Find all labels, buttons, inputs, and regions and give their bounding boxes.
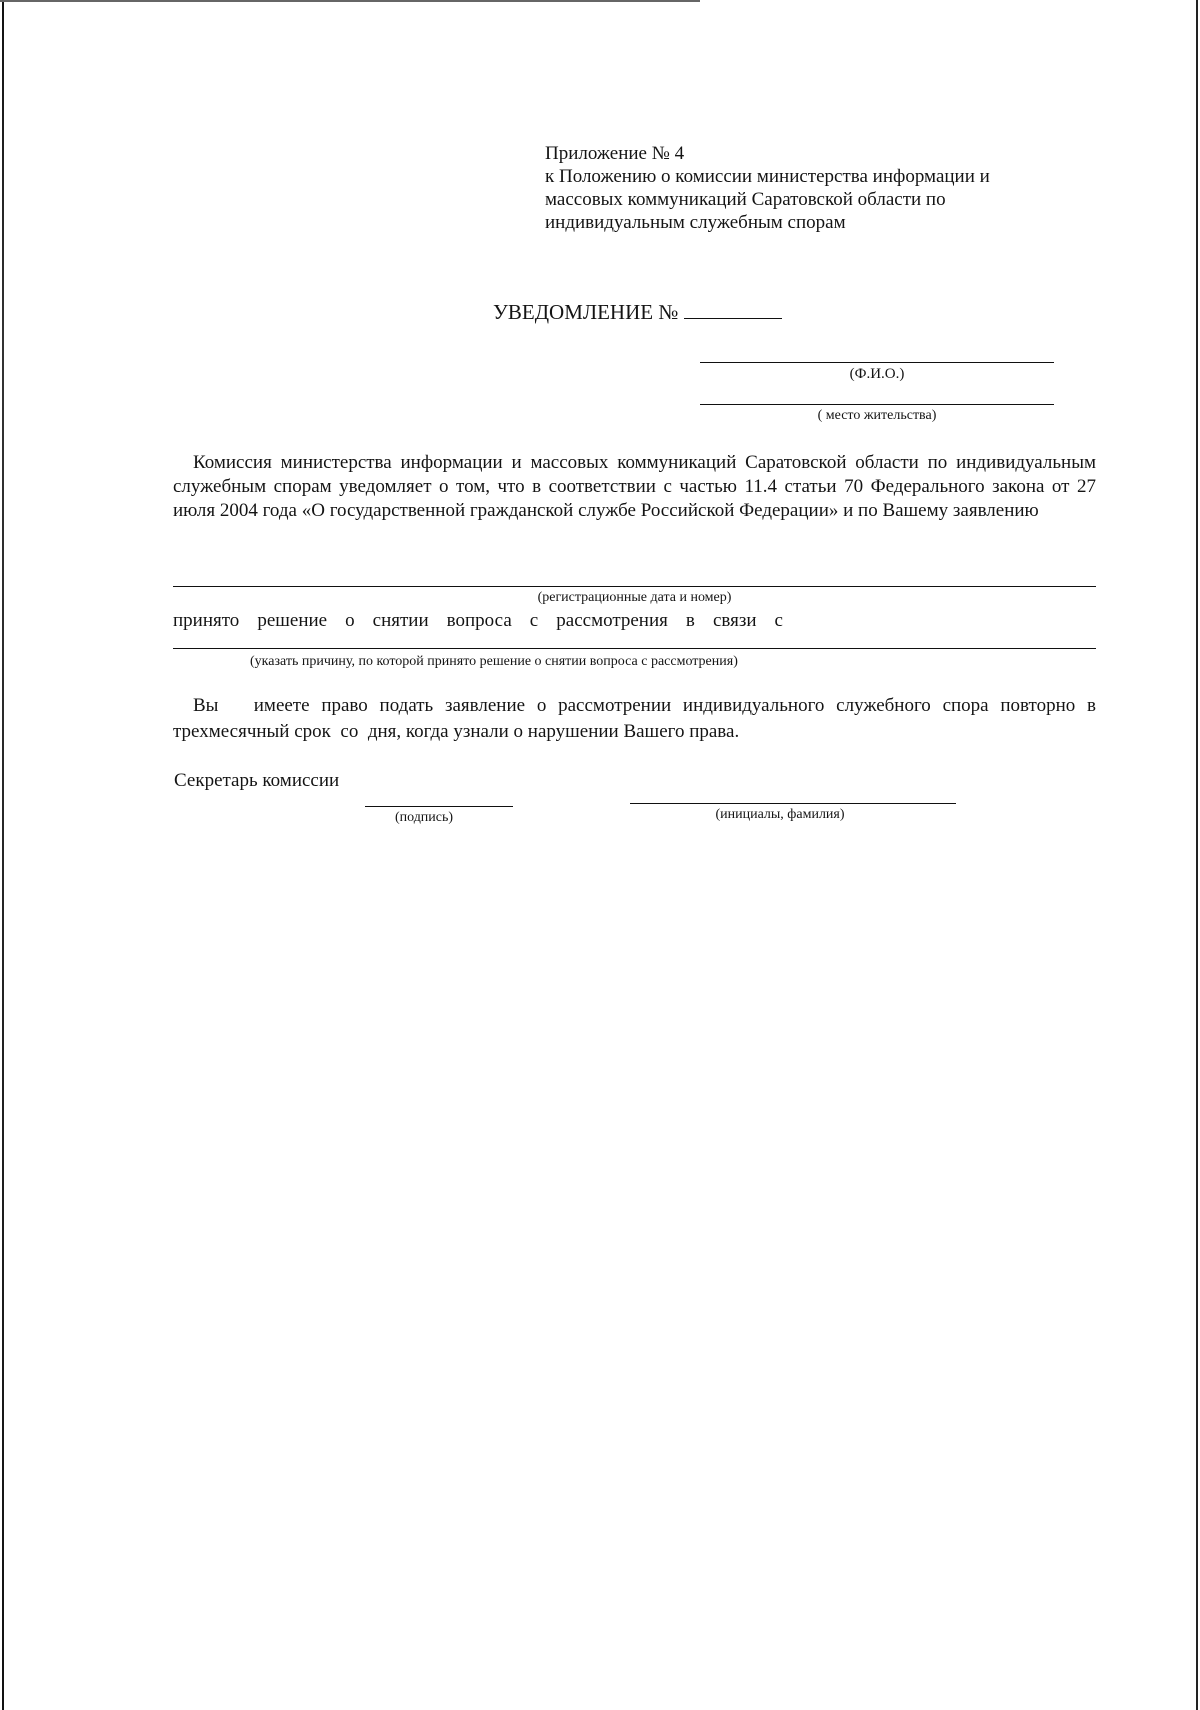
rights-paragraph — [173, 693, 1101, 745]
annex-line-4: индивидуальным служебным спорам — [545, 212, 846, 233]
signature-caption: (подпись) — [394, 810, 454, 825]
signature-line — [365, 806, 513, 807]
decision-word: вопроса — [446, 610, 512, 631]
notice-title-text: УВЕДОМЛЕНИЕ № — [493, 300, 679, 324]
decision-word: принято — [173, 610, 240, 631]
notice-number-blank — [684, 317, 782, 319]
scan-edge-left — [2, 0, 4, 1710]
annex-line-3: массовых коммуникаций Саратовской области по — [545, 189, 946, 210]
decision-word: рассмотрения — [556, 610, 668, 631]
registration-caption: (регистрационные дата и номер) — [537, 590, 732, 605]
decision-text — [173, 610, 783, 632]
scan-edge-right — [1196, 0, 1198, 1710]
notice-paragraph — [173, 451, 1096, 523]
decision-word: с — [529, 610, 539, 631]
annex-header — [545, 142, 1045, 234]
scan-edge-top — [0, 0, 700, 2]
decision-word: снятии — [372, 610, 429, 631]
name-caption: (инициалы, фамилия) — [715, 807, 845, 822]
registration-line — [173, 586, 1096, 587]
notice-paragraph-text: Комиссия министерства информации и массовых коммуникаций Саратовской области по индивидуальным служебным спорам уведомляет о том, что в соответствии с частью 11.4 статьи 70 Федерального закона от 27 июля 2004 года «О государственной гражданской службе Российской Федерации» и по Вашему заявлению — [173, 452, 1096, 521]
reason-caption: (указать причину, по которой принято решение о снятии вопроса с рассмотрения) — [250, 654, 738, 669]
annex-line-2: к Положению о комиссии министерства информации и — [545, 166, 990, 187]
reason-line — [173, 648, 1096, 649]
rights-text: Вы имеете право подать заявление о рассмотрении индивидуального служебного спора повторно в трехмесячный срок со дня, когда узнали о нарушении Вашего права. — [173, 695, 1101, 742]
annex-line-1: Приложение № 4 — [545, 143, 685, 164]
notice-title — [493, 300, 782, 325]
decision-word: в — [685, 610, 695, 631]
decision-word: решение — [257, 610, 328, 631]
residence-caption: ( место жительства) — [817, 408, 937, 423]
fio-caption: (Ф.И.О.) — [849, 366, 905, 382]
residence-line — [700, 404, 1054, 405]
decision-word: с — [774, 610, 783, 631]
name-line — [630, 803, 956, 804]
decision-word: связи — [712, 610, 757, 631]
decision-word: о — [345, 610, 355, 631]
fio-line — [700, 362, 1054, 363]
secretary-label: Секретарь комиссии — [174, 770, 340, 791]
